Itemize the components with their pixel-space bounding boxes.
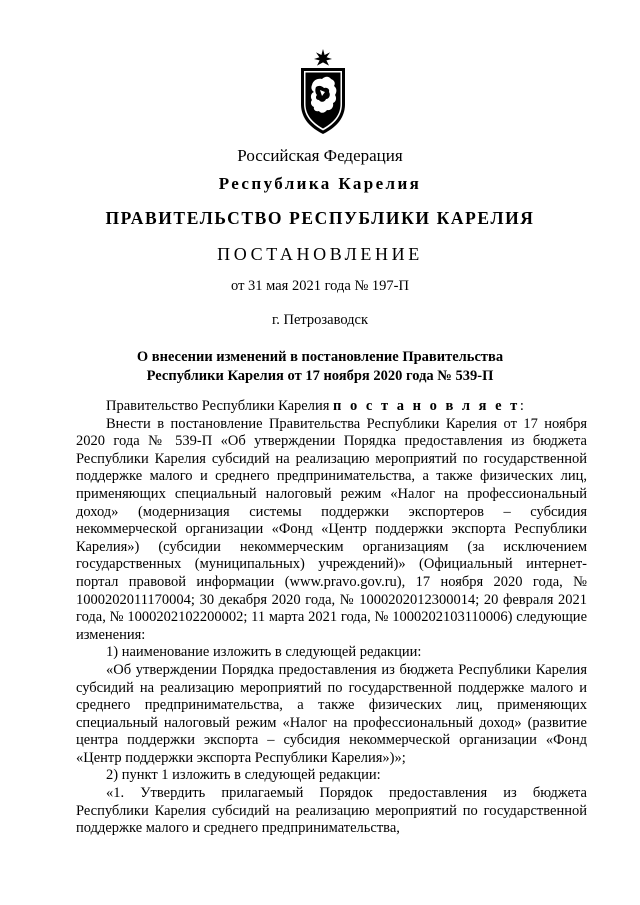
document-title: [0, 348, 640, 386]
karelia-coat-of-arms-icon: [298, 49, 348, 135]
document-date-number: от 31 мая 2021 года № 197-П: [231, 278, 409, 294]
intro-verb: п о с т а н о в л я е т: [333, 398, 520, 414]
republic-name: Республика Карелия: [218, 174, 422, 193]
intro-paragraph: [76, 398, 587, 416]
document-title-line-2: Республики Карелия от 17 ноября 2020 года № 539-П: [146, 368, 494, 384]
body-paragraph: «Об утверждении Порядка предоставления из бюджета Республики Карелия субсидий на реализацию мероприятий по государственной поддержке малого и среднего предпринимательства, а также физических лиц, применяющих специальный налоговый режим «Налог на профессиональный доход» (развитие центра поддержки экспорта – субсидия некоммерческой организации «Фонд «Центр поддержки экспорта Республики Карелия»)»;: [76, 661, 587, 766]
body-paragraph: «1. Утвердить прилагаемый Порядок предоставления из бюджета Республики Карелия субсидий на реализацию мероприятий по государственной поддержке малого и среднего предпринимательства,: [76, 785, 587, 837]
intro-subject: Правительство Республики Карелия: [106, 398, 334, 414]
government-name: ПРАВИТЕЛЬСТВО РЕСПУБЛИКИ КАРЕЛИЯ: [105, 208, 535, 228]
document-title-line-1: О внесении изменений в постановление Правительства: [136, 349, 504, 365]
document-type: ПОСТАНОВЛЕНИЕ: [217, 244, 423, 264]
issue-city: г. Петрозаводск: [271, 312, 369, 328]
intro-colon: :: [519, 398, 524, 414]
body-paragraph: 2) пункт 1 изложить в следующей редакции:: [106, 767, 381, 784]
document-body: [76, 398, 587, 838]
body-paragraph: Внести в постановление Правительства Республики Карелия от 17 ноября 2020 года № 539-П «Об утверждении Порядка предоставления из бюджета Республики Карелия субсидий на реализацию мероприятий по государственной поддержке малого и среднего предпринимательства, а также физических лиц, применяющих специальный налоговый режим «Налог на профессиональный доход» (модернизация системы поддержки экспортеров – субсидия некоммерческой организации «Фонд «Центр поддержки экспорта Республики Карелия») (субсидии некоммерческим организациям (за исключением государственных (муниципальных) учреждений)» (Официальный интернет-портал правовой информации (www.pravo.gov.ru), 17 ноября 2020 года, № 1000202011170004; 30 декабря 2020 года, № 1000202012300014; 20 февраля 2021 года, № 1000202102200002; 11 марта 2021 года, № 1000202103110006) следующие изменения:: [76, 415, 587, 643]
body-paragraph: 1) наименование изложить в следующей редакции:: [106, 644, 422, 661]
country-name: Российская Федерация: [237, 146, 403, 165]
